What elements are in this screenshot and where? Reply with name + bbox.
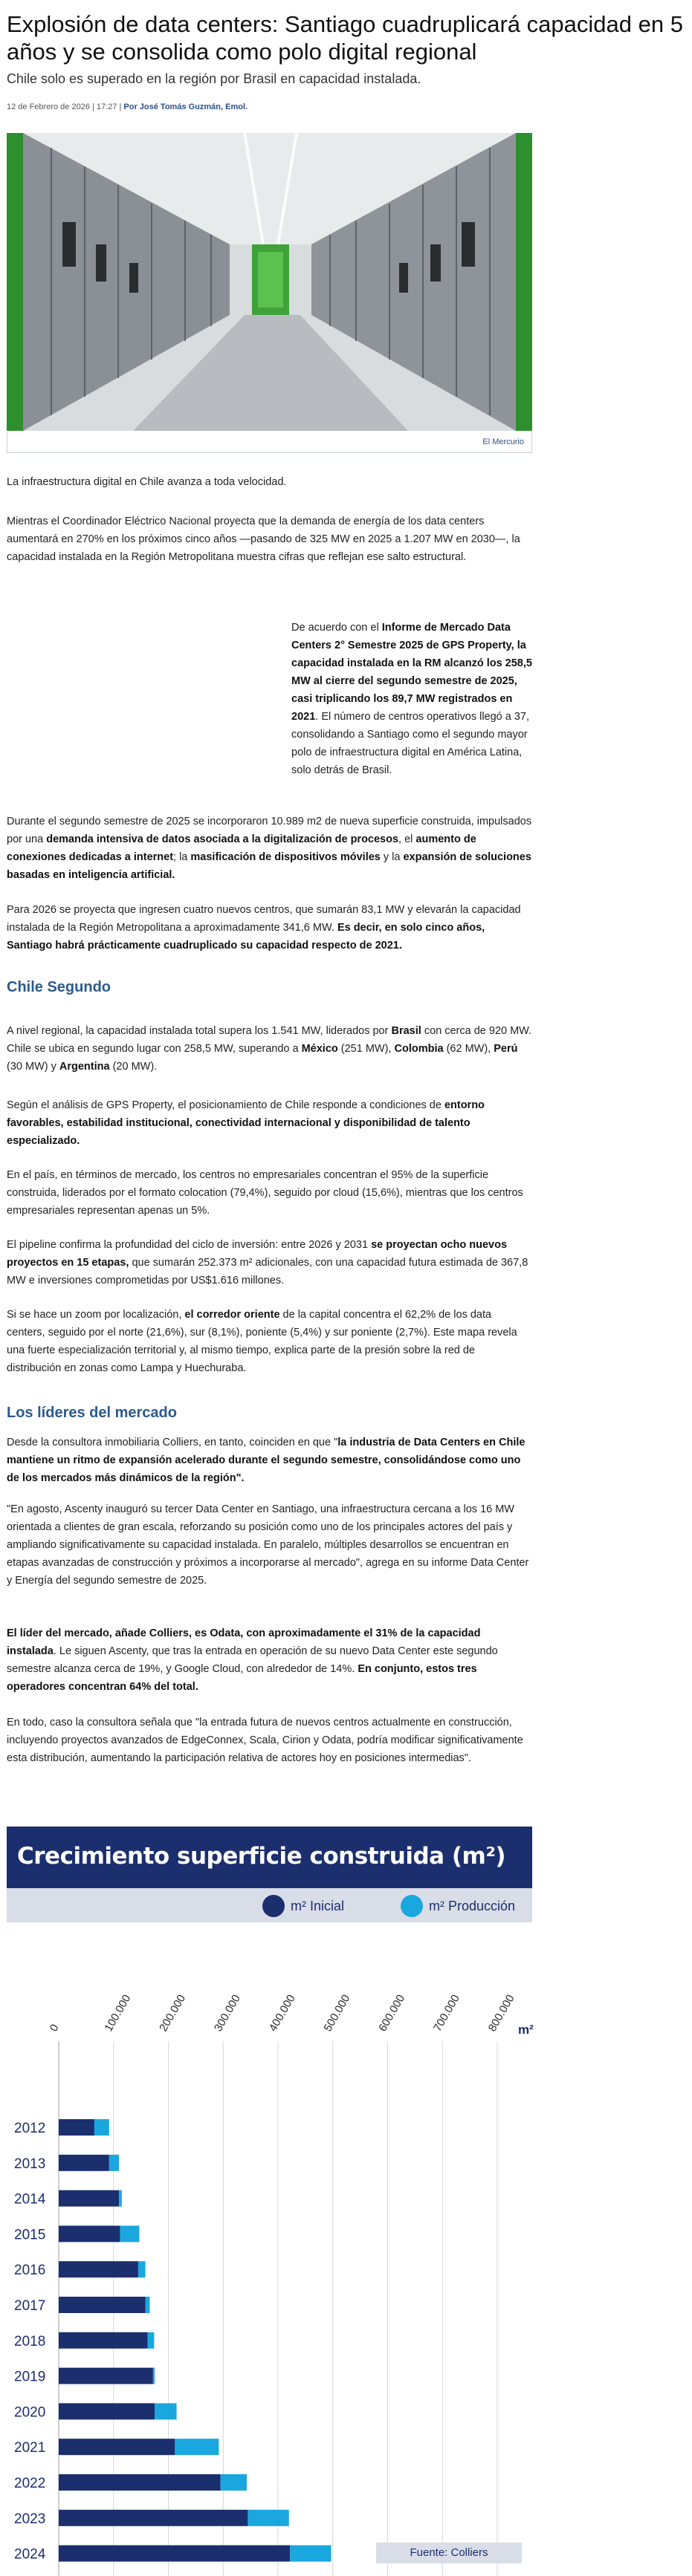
bar-inicial (59, 2190, 119, 2207)
bar-produccion (146, 2297, 150, 2313)
x-tick-label: 800.000 (485, 1992, 517, 2034)
bar-produccion (248, 2510, 288, 2526)
legend-swatch-cyan (401, 1895, 423, 1917)
paragraph: Desde la consultora inmobiliaria Colliers, en tanto, coinciden en que "la industria de Data Centers en Chile mantiene un ritmo de expansión acelerado durante el segundo semestre, consolidándose como uno de los mercados más dinámicos de la región". (7, 1437, 526, 1484)
surface-growth-chart (7, 1827, 532, 2566)
paragraph: "En agosto, Ascenty inauguró su tercer Data Center en Santiago, una infraestructura cercana a los 16 MW orientada a clientes de gran escala, reforzando su posición como uno de los principales actores del país y ampliando significativamente su capacidad instalada. En paralelo, múltiples desarrollos se encuentran en etapas avanzadas de construcción y próximos a incorporarse al mercado", agrega en su informe Data Center y Energía del segundo semestre de 2025. (7, 1503, 529, 1587)
y-tick-label: 2015 (14, 2227, 46, 2243)
paragraph: El líder del mercado, añade Colliers, es Odata, con aproximadamente el 31% de la capacidad instalada. Le siguen Ascenty, que tras la entrada en operación de su nuevo Data Center este segundo semestre alcanza cerca de 19%, y Google Cloud, con alrededor de 14%. En conjunto, estos tres operadores concentran 64% del total. (7, 1627, 498, 1693)
x-tick-label: 400.000 (266, 1992, 298, 2034)
bar-produccion (94, 2119, 109, 2136)
bar-inicial (59, 2474, 221, 2491)
bar-inicial (59, 2261, 138, 2277)
y-tick-label: 2012 (14, 2121, 46, 2136)
chart-source: Fuente: Colliers (376, 2543, 522, 2563)
server-aisle-illustration (7, 133, 532, 431)
x-tick-label: 0 (47, 2022, 62, 2034)
y-tick-label: 2017 (14, 2298, 46, 2314)
date-stamp: 12 de Febrero de 2026 | 17:27 | (7, 103, 122, 111)
bar-produccion (175, 2439, 219, 2455)
bar-produccion (155, 2403, 177, 2419)
bar-inicial (59, 2403, 155, 2419)
photo-credit: El Mercurio (7, 432, 532, 453)
x-unit-label: m² (518, 2023, 534, 2037)
legend-swatch-navy (262, 1895, 285, 1917)
bar-inicial (59, 2368, 153, 2384)
headline: Explosión de data centers: Santiago cuadruplicará capacidad en 5 años y se consolida como polo digital regional (7, 11, 683, 65)
paragraph: Para 2026 se proyecta que ingresen cuatro nuevos centros, que sumarán 83,1 MW y elevarán la capacidad instalada de la Región Metropolitana a aproximadamente 341,6 MW. Es decir, en solo cinco años, Santiago habrá prácticamente cuadruplicado su capacidad respecto de 2021. (7, 904, 521, 952)
paragraph: En el país, en términos de mercado, los centros no empresariales concentran el 95% de la superficie construida, liderados por el formato colocation (79,4%), seguido por cloud (15,6%), mientras que los centros empresariales representan apenas un 5%. (7, 1169, 523, 1217)
y-tick-label: 2013 (14, 2156, 46, 2172)
pull-paragraph: De acuerdo con el Informe de Mercado Data Centers 2° Semestre 2025 de GPS Property, la capacidad instalada en la RM alcanzó los 258,5 MW al cierre del segundo semestre de 2025, casi triplicando los 89,7 MW registrados en 2021. El número de centros operativos llegó a 37, consolidando a Santiago como el segundo mayor polo de infraestructura digital en América Latina, solo detrás de Brasil. (291, 622, 532, 776)
bar-produccion (147, 2332, 154, 2349)
subhead: Chile solo es superado en la región por Brasil en capacidad instalada. (7, 71, 421, 86)
x-tick-label: 100.000 (102, 1992, 134, 2034)
paragraph: A nivel regional, la capacidad instalada total supera los 1.541 MW, liderados por Brasil con cerca de 920 MW. Chile se ubica en segundo lugar con 258,5 MW, superando a México (251 MW), Colombia (62 MW), Perú (30 MW) y Argentina (20 MW). (7, 1025, 532, 1073)
byline (7, 103, 248, 111)
bar-produccion (138, 2261, 146, 2277)
paragraph: El pipeline confirma la profundidad del ciclo de inversión: entre 2026 y 2031 se proyectan ocho nuevos proyectos en 15 etapas, que sumarán 252.373 m² adicionales, con una capacidad futura estimada de 367,8 MW e inversiones comprometidas por US$1.616 millones. (7, 1239, 528, 1287)
bar-inicial (59, 2225, 120, 2242)
x-tick-label: 200.000 (157, 1992, 189, 2034)
bar-inicial (59, 2439, 175, 2455)
bar-inicial (59, 2119, 94, 2136)
legend-item-inicial (262, 1895, 344, 1917)
paragraph: Durante el segundo semestre de 2025 se incorporaron 10.989 m2 de nueva superficie construida, impulsados por una demanda intensiva de datos asociada a la digitalización de procesos, el aumento de conexiones dedicadas a internet; la masificación de dispositivos móviles y la expansión de soluciones basadas en inteligencia artificial. (7, 816, 532, 881)
bar-inicial (59, 2297, 146, 2313)
y-tick-label: 2014 (14, 2191, 46, 2208)
bar-inicial (59, 2332, 147, 2349)
x-tick-label: 700.000 (430, 1992, 462, 2034)
y-tick-label: 2023 (14, 2511, 46, 2527)
data-center-photo (7, 133, 532, 431)
author-link[interactable]: Por José Tomás Guzmán, Emol. (123, 103, 248, 111)
bar-inicial (59, 2510, 248, 2526)
paragraph: Si se hace un zoom por localización, el corredor oriente de la capital concentra el 62,2% de los data centers, seguido por el norte (21,6%), sur (8,1%), poniente (5,4%) y sur poniente (2,7%). Este mapa revela una fuerte especialización territorial y, al mismo tiempo, explica parte de la presión sobre la red de distribución en zonas como Lampa y Huechuraba. (7, 1309, 517, 1374)
paragraph: Según el análisis de GPS Property, el posicionamiento de Chile responde a condiciones de entorno favorables, estabilidad institucional, conectividad internacional y disponibilidad de talento especializado. (7, 1099, 485, 1147)
paragraph: La infraestructura digital en Chile avanza a toda velocidad. (7, 476, 287, 488)
y-tick-label: 2020 (14, 2404, 46, 2421)
y-tick-label: 2022 (14, 2476, 46, 2491)
legend-label: m² Producción (429, 1898, 516, 1913)
paragraph: En todo, caso la consultora señala que "la entrada futura de nuevos centros actualmente en construcción, incluyendo proyectos avanzados de EdgeConnex, Scala, Cirion y Odata, podría modificar significativamente esta distribución, aumentando la participación relativa de actores hoy en posiciones intermedias". (7, 1717, 523, 1764)
bar-produccion (119, 2190, 122, 2207)
y-tick-label: 2018 (14, 2333, 46, 2349)
bar-produccion (221, 2474, 247, 2491)
x-tick-label: 600.000 (376, 1992, 408, 2034)
bar-produccion (109, 2155, 119, 2171)
chart-header (7, 1827, 532, 1888)
legend-label: m² Inicial (291, 1898, 345, 1913)
x-tick-label: 500.000 (321, 1992, 353, 2034)
bar-produccion (120, 2225, 140, 2242)
y-tick-label: 2019 (14, 2369, 46, 2385)
chart-title: Crecimiento superficie construida (m²) (17, 1843, 506, 1870)
y-tick-label: 2016 (14, 2263, 46, 2279)
bar-inicial (59, 2155, 109, 2171)
chart-legend (7, 1888, 532, 1922)
bar-inicial (59, 2546, 290, 2562)
x-tick-label: 300.000 (211, 1992, 243, 2034)
y-tick-label: 2021 (14, 2440, 46, 2456)
y-tick-label: 2024 (14, 2546, 46, 2563)
section-heading: Chile Segundo (7, 979, 111, 995)
section-heading: Los líderes del mercado (7, 1405, 177, 1421)
legend-item-produccion (401, 1895, 515, 1917)
bar-produccion (290, 2546, 331, 2562)
paragraph: Mientras el Coordinador Eléctrico Nacional proyecta que la demanda de energía de los data centers aumentará en 270% en los próximos cinco años —pasando de 325 MW en 2025 a 1.207 MW en 2030—, la capacidad instalada en la Región Metropolitana muestra cifras que reflejan ese salto estructural. (7, 515, 520, 563)
bar-produccion (153, 2368, 155, 2384)
